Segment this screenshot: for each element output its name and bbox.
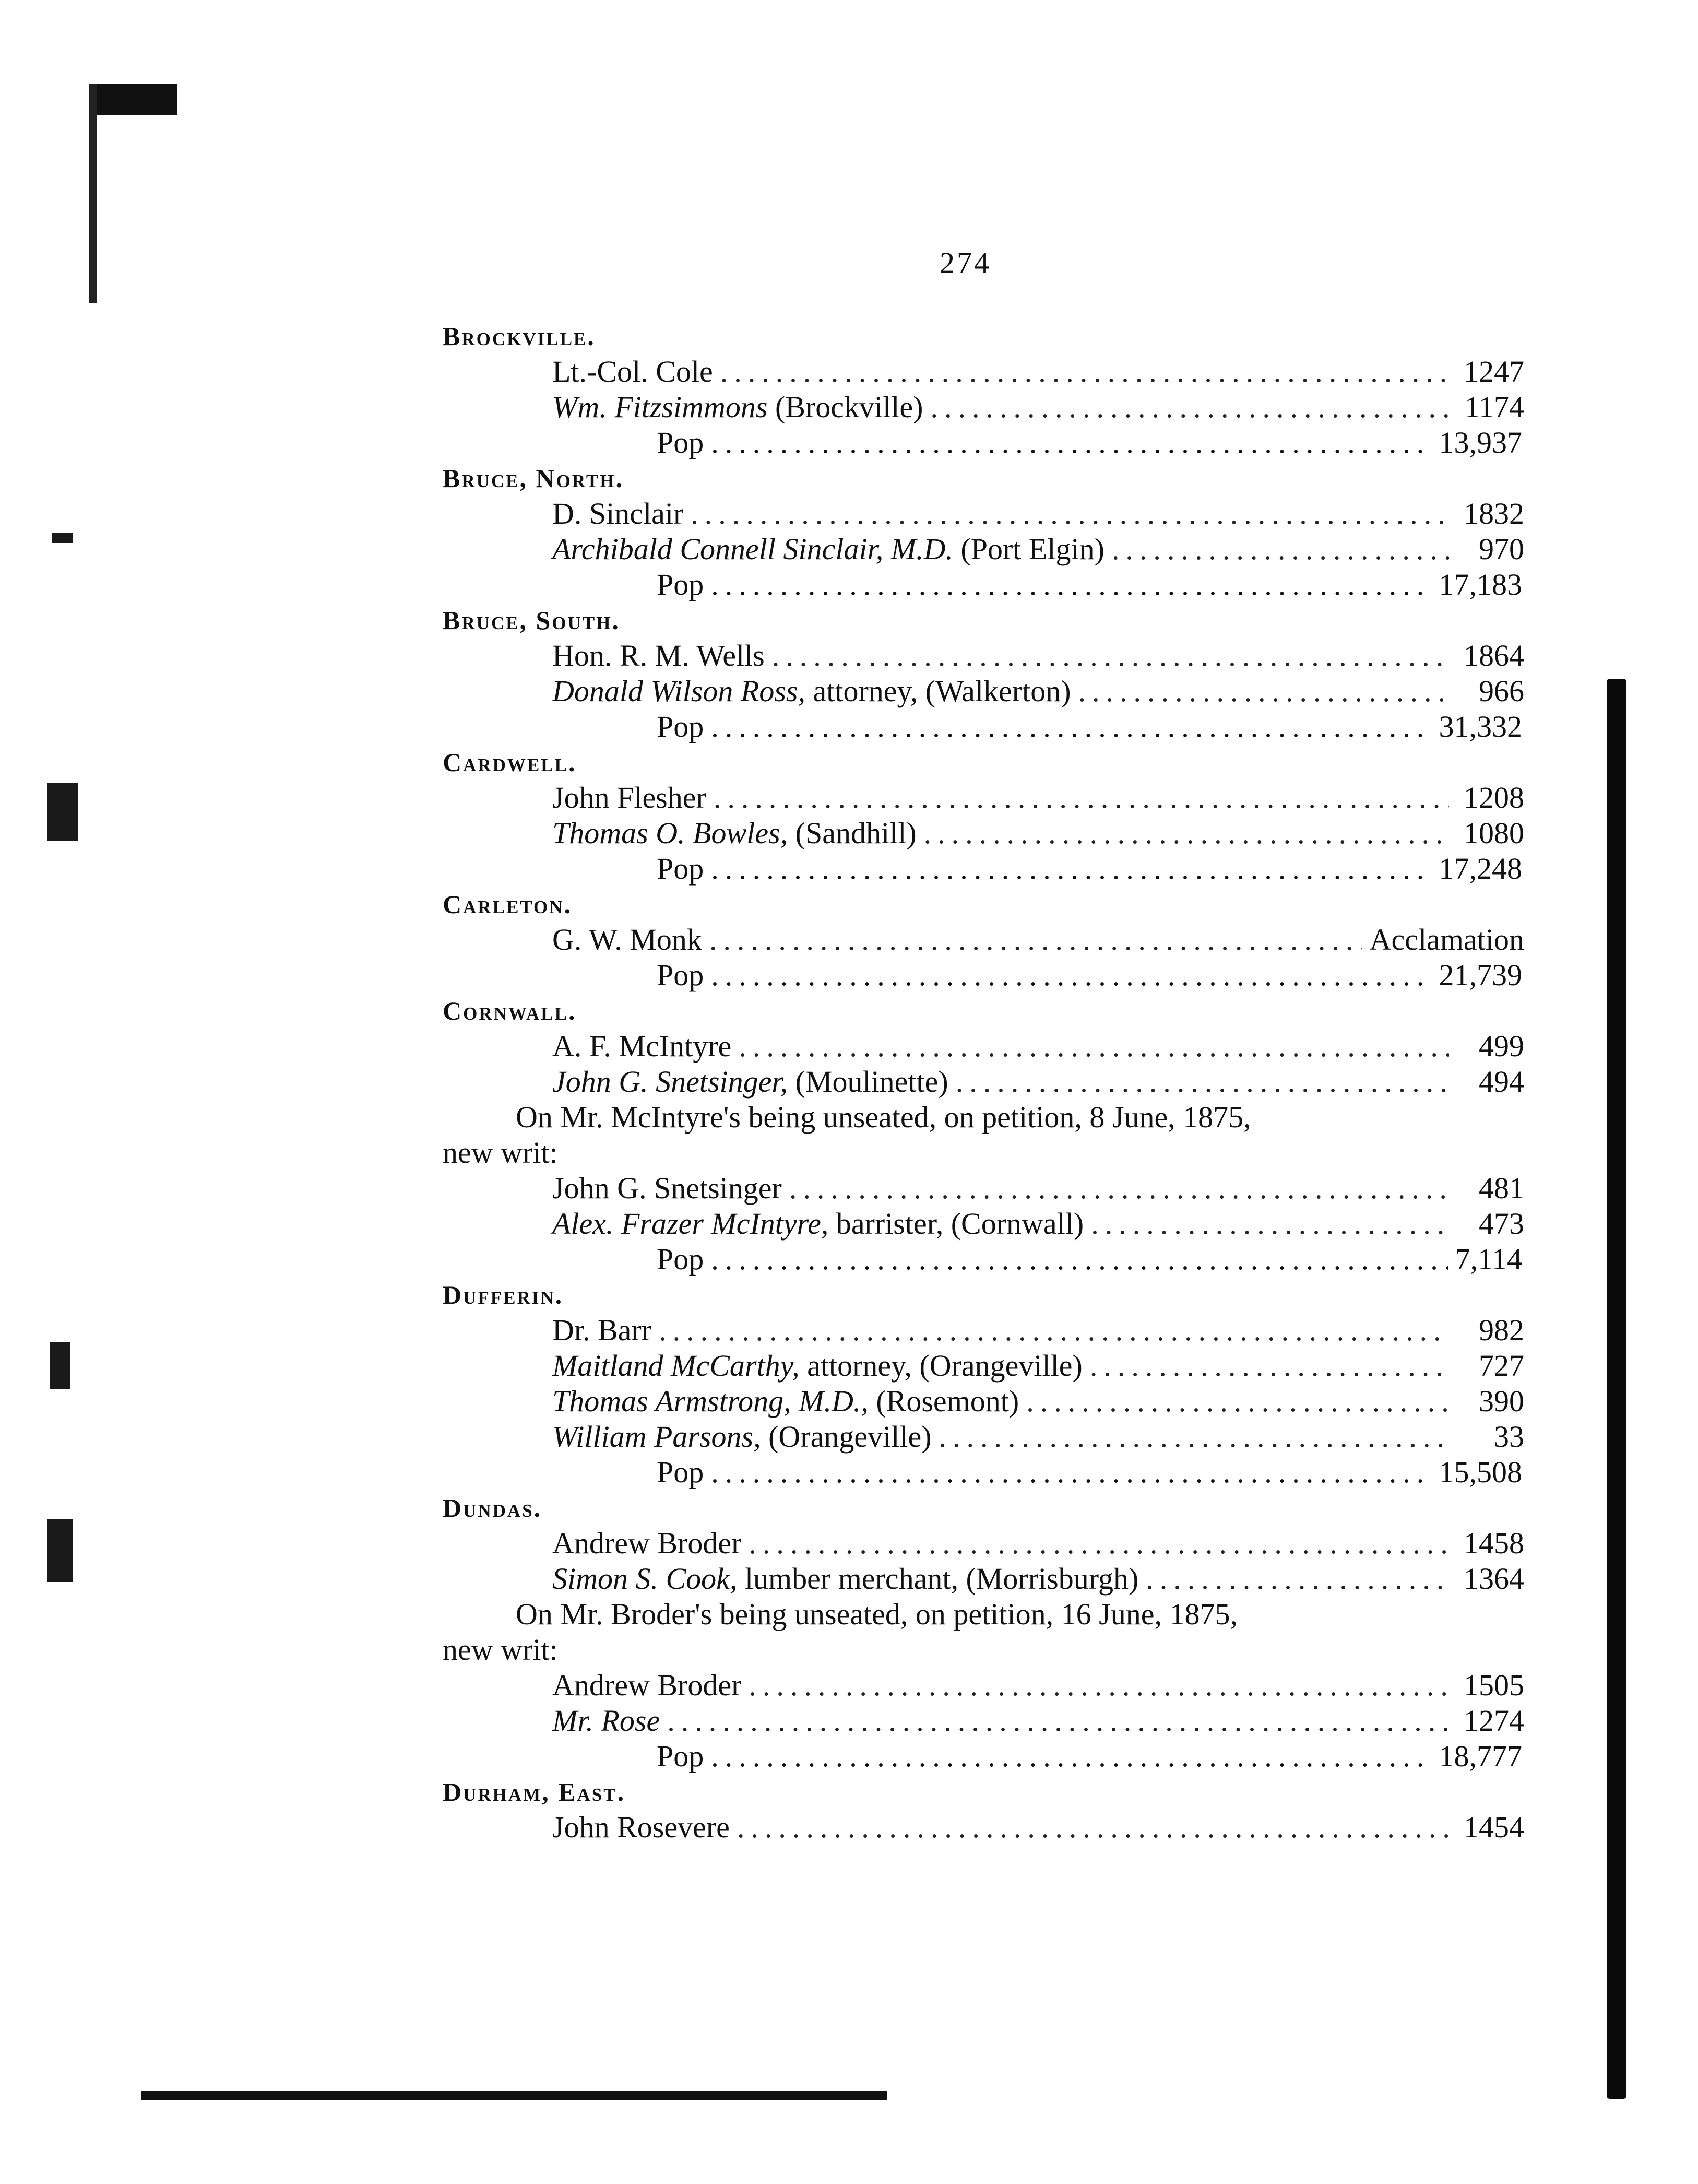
- candidate-entry: [443, 496, 1524, 532]
- leader-dots: [659, 1313, 1449, 1348]
- leader-dots: [667, 1703, 1449, 1739]
- candidate-name: [552, 1419, 932, 1455]
- candidate-detail: (Port Elgin): [953, 532, 1105, 566]
- candidate-name-italic: John G. Snetsinger,: [552, 1065, 788, 1099]
- candidate-name: [552, 532, 1105, 567]
- population-value: 17,183: [1439, 568, 1522, 601]
- vote-count: 1174: [1465, 390, 1524, 424]
- leader-dots: [956, 1064, 1449, 1100]
- population-value: 21,739: [1439, 958, 1522, 992]
- candidate-name-italic: Donald Wilson Ross,: [552, 674, 805, 708]
- candidate-detail: lumber merchant, (Morrisburgh): [737, 1562, 1139, 1596]
- candidate-detail: (Sandhill): [788, 816, 917, 850]
- candidate-name: [552, 1384, 1019, 1419]
- leader-dots: [739, 1029, 1449, 1064]
- candidate-entry: [443, 1419, 1524, 1455]
- vote-count: 1247: [1464, 355, 1524, 388]
- page-number: 274: [940, 246, 991, 280]
- candidate-detail: (Brockville): [767, 390, 923, 424]
- candidate-name-italic: Archibald Connell Sinclair, M.D.: [552, 532, 953, 566]
- leader-dots: [711, 567, 1431, 603]
- vote-count: 982: [1479, 1313, 1524, 1347]
- population-label: Pop: [657, 568, 704, 601]
- vote-count: 1274: [1464, 1704, 1524, 1738]
- leader-dots: [1091, 1206, 1449, 1242]
- petition-note: On Mr. Broder's being unseated, on petition, 16 June, 1875,: [516, 1597, 1238, 1631]
- scan-artifact-bottom-rule: [141, 2091, 887, 2100]
- population-line: [443, 709, 1522, 745]
- candidate-entry: [443, 1064, 1524, 1100]
- population-line: [443, 958, 1522, 993]
- scan-artifact-right-bar: [1607, 679, 1626, 2099]
- vote-count: 1864: [1464, 639, 1524, 672]
- constituency-heading: Durham, East.: [443, 1777, 626, 1807]
- population-value: 13,937: [1439, 426, 1522, 459]
- population-line: [443, 1455, 1522, 1490]
- population-label: Pop: [657, 958, 704, 992]
- leader-dots: [711, 709, 1431, 745]
- petition-note: On Mr. McIntyre's being unseated, on petition, 8 June, 1875,: [516, 1100, 1251, 1134]
- population-label: Pop: [657, 426, 704, 459]
- leader-dots: [714, 780, 1449, 816]
- population-label: Pop: [657, 852, 704, 886]
- candidate-name: Hon. R. M. Wells: [552, 639, 765, 672]
- population-value: 7,114: [1455, 1242, 1522, 1276]
- candidate-name: John G. Snetsinger: [552, 1171, 782, 1205]
- leader-dots: [749, 1526, 1449, 1561]
- vote-count: 1458: [1464, 1526, 1524, 1560]
- scan-artifact-speck: [52, 533, 73, 543]
- vote-count: 1208: [1464, 781, 1524, 814]
- constituency-heading: Brockville.: [443, 322, 596, 351]
- candidate-entry: [443, 674, 1524, 709]
- candidate-detail: (Orangeville): [761, 1420, 932, 1454]
- candidate-name-italic: Wm. Fitzsimmons: [552, 390, 768, 424]
- scan-artifact-corner: [89, 84, 177, 115]
- vote-count: 1454: [1464, 1810, 1524, 1844]
- candidate-detail: (Moulinette): [788, 1065, 948, 1099]
- leader-dots: [1146, 1561, 1449, 1597]
- scan-artifact-left-edge: [89, 84, 97, 303]
- candidate-name: Lt.-Col. Cole: [552, 355, 713, 388]
- leader-dots: [1112, 532, 1449, 567]
- candidate-entry: [443, 1703, 1524, 1739]
- scan-artifact-speck: [47, 783, 78, 841]
- leader-dots: [939, 1419, 1449, 1455]
- leader-dots: [737, 1810, 1449, 1845]
- candidate-entry: [443, 1313, 1524, 1348]
- leader-dots: [711, 851, 1431, 887]
- vote-count: 1364: [1464, 1562, 1524, 1596]
- population-label: Pop: [657, 1739, 704, 1773]
- vote-count: 1505: [1464, 1668, 1524, 1702]
- candidate-name-italic: Thomas O. Bowles,: [552, 816, 788, 850]
- candidate-name: [552, 1703, 660, 1739]
- population-value: 15,508: [1439, 1455, 1522, 1489]
- vote-count: 966: [1479, 674, 1524, 708]
- vote-count: 33: [1494, 1420, 1524, 1454]
- constituency-heading: Bruce, South.: [443, 606, 620, 635]
- candidate-entry: [443, 354, 1524, 389]
- candidate-entry: [443, 1029, 1524, 1064]
- leader-dots: [691, 496, 1449, 532]
- vote-count: 1080: [1464, 816, 1524, 850]
- leader-dots: [930, 389, 1449, 425]
- candidate-entry: [443, 1348, 1524, 1384]
- candidate-entry: [443, 816, 1524, 851]
- constituency-heading: Cardwell.: [443, 748, 577, 777]
- vote-count: 970: [1479, 532, 1524, 566]
- candidate-entry: [443, 532, 1524, 567]
- population-value: 18,777: [1439, 1739, 1522, 1773]
- leader-dots: [711, 1739, 1431, 1774]
- candidate-name: [552, 1206, 1084, 1242]
- leader-dots: [711, 425, 1431, 461]
- leader-dots: [924, 816, 1449, 851]
- candidate-entry: [443, 922, 1524, 958]
- petition-note-continued: new writ:: [443, 1136, 558, 1170]
- candidate-detail: (Rosemont): [868, 1384, 1019, 1418]
- leader-dots: [709, 922, 1362, 958]
- candidate-name: Dr. Barr: [552, 1313, 652, 1347]
- vote-count: 473: [1479, 1207, 1524, 1241]
- constituency-heading: Dufferin.: [443, 1280, 564, 1309]
- candidate-name: [552, 1348, 1083, 1384]
- vote-count: 390: [1479, 1384, 1524, 1418]
- candidate-detail: barrister, (Cornwall): [828, 1207, 1084, 1241]
- candidate-name: [552, 1064, 948, 1100]
- candidate-entry: [443, 1668, 1524, 1703]
- population-line: [443, 567, 1522, 603]
- leader-dots: [1078, 674, 1449, 709]
- leader-dots: [711, 1455, 1431, 1490]
- candidate-name: [552, 1561, 1138, 1597]
- candidate-name: A. F. McIntyre: [552, 1029, 732, 1063]
- candidate-name: John Rosevere: [552, 1810, 730, 1844]
- candidate-entry: [443, 1526, 1524, 1561]
- candidate-name-italic: Mr. Rose: [552, 1704, 660, 1738]
- constituency-heading: Dundas.: [443, 1493, 542, 1522]
- population-value: 17,248: [1439, 852, 1522, 886]
- population-label: Pop: [657, 1455, 704, 1489]
- candidate-entry: [443, 1206, 1524, 1242]
- candidate-entry: [443, 1810, 1524, 1845]
- population-label: Pop: [657, 1242, 704, 1276]
- candidate-name: [552, 816, 917, 851]
- candidate-detail: attorney, (Orangeville): [799, 1349, 1083, 1383]
- vote-count: 494: [1479, 1065, 1524, 1099]
- election-results-list: [443, 318, 1524, 1845]
- leader-dots: [1026, 1384, 1449, 1419]
- candidate-name-italic: Maitland McCarthy,: [552, 1349, 800, 1383]
- population-line: [443, 425, 1522, 461]
- leader-dots: [1090, 1348, 1449, 1384]
- leader-dots: [749, 1668, 1449, 1703]
- scan-artifact-speck: [47, 1519, 73, 1582]
- candidate-entry: [443, 389, 1524, 425]
- leader-dots: [711, 958, 1431, 993]
- vote-count: 1832: [1464, 497, 1524, 530]
- scan-artifact-speck: [50, 1342, 70, 1389]
- population-value: 31,332: [1439, 710, 1522, 743]
- constituency-heading: Bruce, North.: [443, 464, 624, 493]
- leader-dots: [772, 638, 1449, 674]
- candidate-name-italic: Simon S. Cook,: [552, 1562, 738, 1596]
- candidate-detail: attorney, (Walkerton): [805, 674, 1071, 708]
- candidate-entry: [443, 1561, 1524, 1597]
- candidate-name: [552, 674, 1071, 709]
- candidate-name: Andrew Broder: [552, 1526, 742, 1560]
- candidate-name: G. W. Monk: [552, 923, 702, 957]
- leader-dots: [789, 1171, 1449, 1206]
- vote-count: 727: [1479, 1349, 1524, 1383]
- constituency-heading: Carleton.: [443, 890, 573, 919]
- population-label: Pop: [657, 710, 704, 743]
- candidate-entry: [443, 1171, 1524, 1206]
- leader-dots: [720, 354, 1449, 389]
- candidate-name-italic: William Parsons,: [552, 1420, 761, 1454]
- candidate-name-italic: Alex. Frazer McIntyre,: [552, 1207, 829, 1241]
- candidate-entry: [443, 1384, 1524, 1419]
- population-line: [443, 1242, 1522, 1277]
- candidate-name-italic: Thomas Armstrong, M.D.,: [552, 1384, 869, 1418]
- constituency-heading: Cornwall.: [443, 996, 577, 1025]
- candidate-name: [552, 389, 923, 425]
- leader-dots: [711, 1242, 1447, 1277]
- candidate-entry: [443, 638, 1524, 674]
- population-line: [443, 851, 1522, 887]
- candidate-name: D. Sinclair: [552, 497, 684, 530]
- candidate-name: Andrew Broder: [552, 1668, 742, 1702]
- candidate-name: John Flesher: [552, 781, 706, 814]
- candidate-entry: [443, 780, 1524, 816]
- vote-count: 499: [1479, 1029, 1524, 1063]
- vote-count: 481: [1479, 1171, 1524, 1205]
- petition-note-continued: new writ:: [443, 1633, 558, 1667]
- vote-count: Acclamation: [1369, 923, 1524, 957]
- population-line: [443, 1739, 1522, 1774]
